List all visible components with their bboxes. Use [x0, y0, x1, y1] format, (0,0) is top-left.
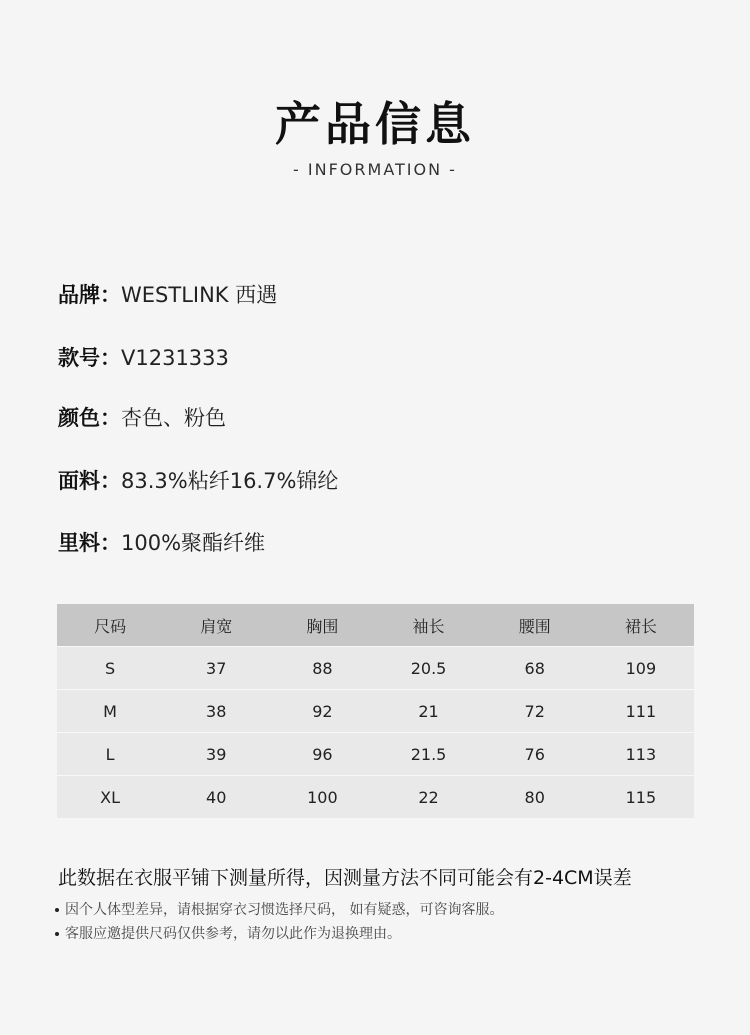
table-cell: 20.5 — [375, 647, 481, 690]
info-style-number — [58, 342, 229, 372]
table-cell: 96 — [269, 733, 375, 776]
table-cell: XL — [57, 776, 163, 819]
table-cell: 115 — [588, 776, 694, 819]
table-cell: 21.5 — [375, 733, 481, 776]
note-item — [55, 923, 401, 943]
note-item — [55, 899, 503, 919]
info-style-number-value: V1231333 — [121, 346, 229, 370]
info-brand — [58, 279, 277, 309]
table-cell: S — [57, 647, 163, 690]
table-cell: 109 — [588, 647, 694, 690]
table-cell: 37 — [163, 647, 269, 690]
column-header-shoulder: 肩宽 — [163, 604, 269, 647]
page-subtitle: - INFORMATION - — [293, 160, 457, 179]
table-cell: 21 — [375, 690, 481, 733]
info-brand-key: 品牌： — [58, 283, 121, 307]
measurement-note: 此数据在衣服平铺下测量所得，因测量方法不同可能会有2-4CM误差 — [58, 867, 632, 889]
table-row — [57, 647, 694, 690]
info-color-key: 颜色： — [58, 406, 121, 430]
size-table-header-row — [57, 604, 694, 647]
info-fabric-key: 面料： — [58, 469, 121, 493]
info-lining-value: 100%聚酯纤维 — [121, 531, 266, 555]
column-header-length: 裙长 — [588, 604, 694, 647]
table-cell: 76 — [482, 733, 588, 776]
bullet-dot-icon — [55, 908, 59, 912]
column-header-waist: 腰围 — [482, 604, 588, 647]
table-row — [57, 690, 694, 733]
table-cell: 100 — [269, 776, 375, 819]
info-fabric-value: 83.3%粘纤16.7%锦纶 — [121, 469, 339, 493]
table-cell: 68 — [482, 647, 588, 690]
table-cell: 39 — [163, 733, 269, 776]
info-fabric — [58, 465, 338, 495]
info-brand-value: WESTLINK 西遇 — [121, 283, 278, 307]
table-cell: 88 — [269, 647, 375, 690]
bullet-dot-icon — [55, 932, 59, 936]
note-item-text: 客服应邀提供尺码仅供参考，请勿以此作为退换理由。 — [65, 926, 401, 942]
table-cell: 72 — [482, 690, 588, 733]
table-cell: 22 — [375, 776, 481, 819]
table-row — [57, 733, 694, 776]
table-cell: M — [57, 690, 163, 733]
info-color-value: 杏色、粉色 — [121, 406, 226, 430]
column-header-size: 尺码 — [57, 604, 163, 647]
info-style-number-key: 款号： — [58, 346, 121, 370]
table-cell: L — [57, 733, 163, 776]
note-item-text: 因个人体型差异，请根据穿衣习惯选择尺码， 如有疑惑，可咨询客服。 — [65, 902, 504, 918]
table-cell: 111 — [588, 690, 694, 733]
table-cell: 80 — [482, 776, 588, 819]
page-title: 产品信息 — [275, 97, 475, 151]
table-cell: 40 — [163, 776, 269, 819]
size-table — [57, 604, 694, 818]
column-header-bust: 胸围 — [269, 604, 375, 647]
column-header-sleeve: 袖长 — [375, 604, 481, 647]
info-lining — [58, 527, 265, 557]
table-cell: 38 — [163, 690, 269, 733]
table-cell: 113 — [588, 733, 694, 776]
info-lining-key: 里料： — [58, 531, 121, 555]
table-row — [57, 776, 694, 819]
table-cell: 92 — [269, 690, 375, 733]
info-color — [58, 402, 226, 432]
